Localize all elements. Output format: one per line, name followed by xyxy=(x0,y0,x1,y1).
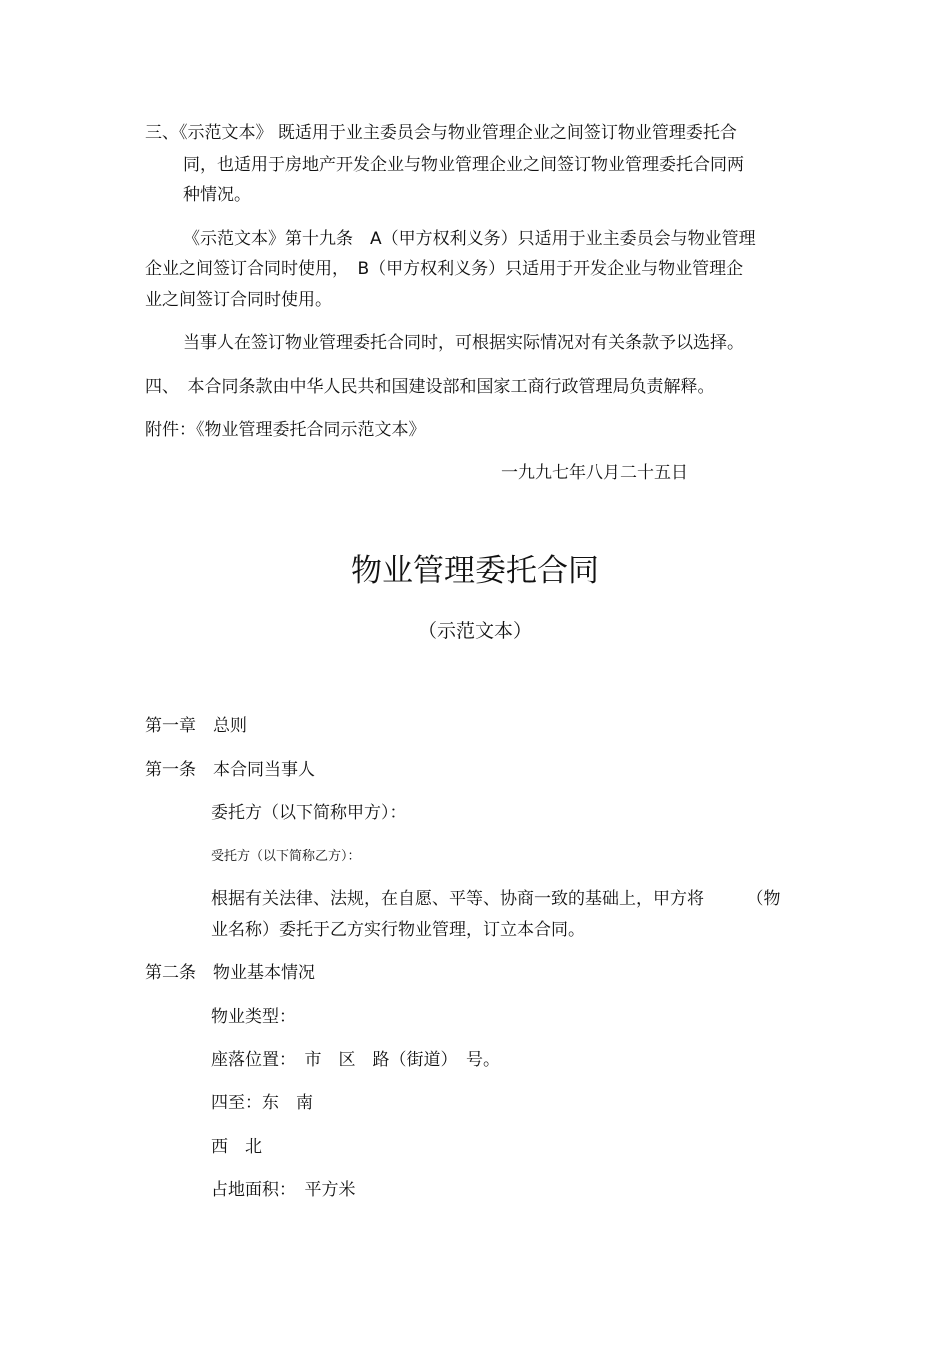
article-1-body-line-1: 根据有关法律、法规，在自愿、平等、协商一致的基础上，甲方将 （物 xyxy=(211,889,781,909)
land-area-line: 占地面积： 平方米 xyxy=(211,1180,356,1200)
item-4: 四、 本合同条款由中华人民共和国建设部和国家工商行政管理局负责解释。 xyxy=(145,377,715,397)
selection-note: 当事人在签订物业管理委托合同时，可根据实际情况对有关条款予以选择。 xyxy=(183,333,744,353)
note-line-2: 企业之间签订合同时使用， B（甲方权利义务）只适用于开发企业与物业管理企 xyxy=(145,259,744,279)
article-1-body-line-2: 业名称）委托于乙方实行物业管理，订立本合同。 xyxy=(211,920,585,940)
bounds-west-north-line: 西 北 xyxy=(211,1137,262,1157)
property-type-line: 物业类型： xyxy=(211,1007,296,1027)
contract-title: 物业管理委托合同 xyxy=(351,553,599,589)
item-3-line-1: 三、《示范文本》 既适用于业主委员会与物业管理企业之间签订物业管理委托合 xyxy=(145,123,737,143)
party-a-line: 委托方（以下简称甲方）： xyxy=(211,803,407,823)
bounds-east-south-line: 四至：东 南 xyxy=(211,1093,313,1113)
party-b-line: 受托方（以下简称乙方）： xyxy=(211,849,361,864)
property-location-line: 座落位置： 市 区 路（街道） 号。 xyxy=(211,1050,500,1070)
attachment-line: 附件：《物业管理委托合同示范文本》 xyxy=(145,420,426,440)
note-line-1: 《示范文本》第十九条 A（甲方权利义务）只适用于业主委员会与物业管理 xyxy=(183,229,756,249)
contract-subtitle: （示范文本） xyxy=(417,620,532,642)
item-3-line-3: 种情况。 xyxy=(183,185,251,205)
article-1-heading: 第一条 本合同当事人 xyxy=(145,760,315,780)
issue-date: 一九九七年八月二十五日 xyxy=(501,463,688,483)
note-line-3: 业之间签订合同时使用。 xyxy=(145,290,332,310)
article-2-heading: 第二条 物业基本情况 xyxy=(145,963,315,983)
chapter-1-heading: 第一章 总则 xyxy=(145,716,247,736)
item-3-line-2: 同，也适用于房地产开发企业与物业管理企业之间签订物业管理委托合同两 xyxy=(183,155,744,175)
